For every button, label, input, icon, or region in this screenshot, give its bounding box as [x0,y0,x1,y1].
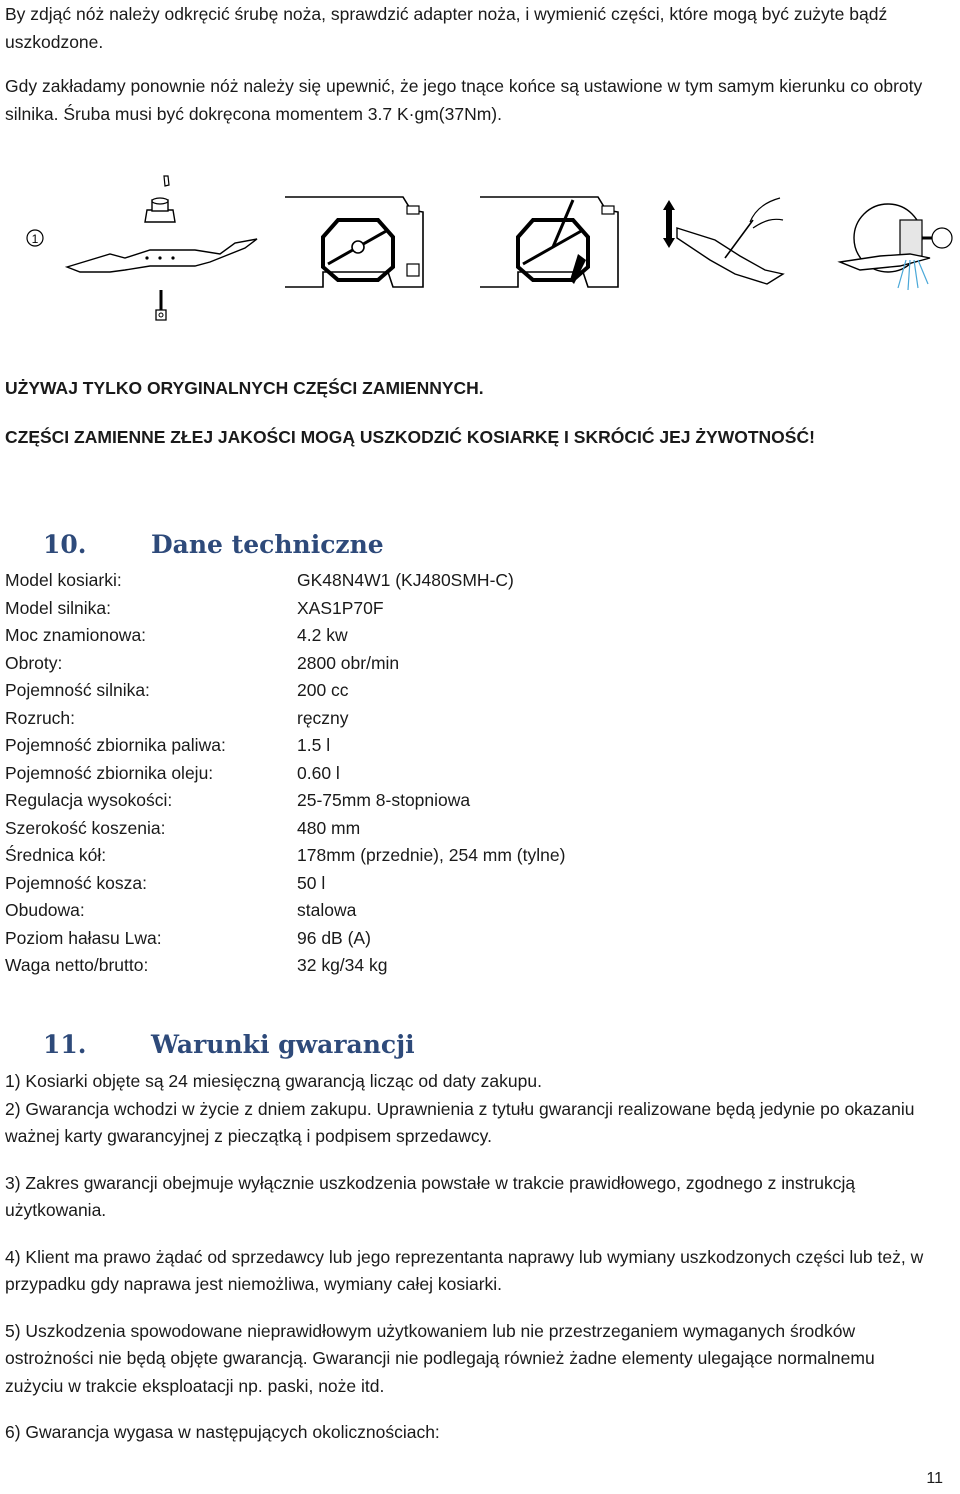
bolt-icon [156,290,166,320]
warranty-item: 3) Zakres gwarancji obejmuje wyłącznie uszkodzenia powstałe w trakcie prawidłowego, zgodnego z instrukcją użytkowania. [5,1172,856,1220]
spec-label: Pojemność kosza: [5,872,148,893]
section-10-heading [43,530,384,559]
spec-row [5,925,805,953]
warranty-item: 2) Gwarancja wchodzi w życie z dniem zakupu. Uprawnienia z tytułu gwarancji realizowane będą jedynie po okazaniu ważnej karty gwarancyjnej z pieczątką i podpisem sprzedawcy. [5,1098,915,1146]
spec-value: ręczny [297,707,349,728]
page-number: 11 [926,1470,943,1487]
section-10-number: 10. [43,530,87,559]
deck-wrench-figure [478,192,623,297]
spec-value: 32 kg/34 kg [297,955,388,975]
section-11-heading [43,1030,415,1059]
spec-value: GK48N4W1 (KJ480SMH-C) [297,570,514,590]
spec-row [5,952,805,980]
warranty-item: 1) Kosiarki objęte są 24 miesięczną gwarancją licząc od daty zakupu. [5,1071,542,1091]
spec-value: 50 l [297,872,326,893]
spec-value: 0.60 l [297,762,340,783]
spec-value: 480 mm [297,817,361,838]
spec-label: Pojemność zbiornika oleju: [5,762,214,783]
spec-label: Model kosiarki: [5,570,122,590]
spec-label: Średnica kół: [5,845,107,865]
spec-label: Regulacja wysokości: [5,790,173,810]
spec-label: Model silnika: [5,597,112,618]
spec-row [5,622,805,650]
spec-row [5,897,805,925]
spec-row [5,842,805,870]
blade-sharpen-figure [655,190,795,300]
blade-grinder-figure [820,190,955,300]
spec-row [5,705,805,733]
warning-bad-parts: CZĘŚCI ZAMIENNE ZŁEJ JAKOŚCI MOGĄ USZKODZIĆ KOSIARKĘ I SKRÓCIĆ JEJ ŻYWOTNOŚĆ! [5,427,815,447]
nut-icon [164,176,169,186]
spec-value: 96 dB (A) [297,927,371,948]
spec-label: Obroty: [5,652,63,673]
warranty-item: 6) Gwarancja wygasa w następujących okolicznościach: [5,1422,440,1442]
spec-row [5,595,805,623]
spec-label: Moc znamionowa: [5,625,147,645]
spec-label: Waga netto/brutto: [5,955,149,975]
blade-parts-figure [25,170,275,330]
spec-row [5,870,805,898]
callout-number: 1 [31,232,39,246]
spec-value: stalowa [297,900,357,920]
warranty-terms [5,1068,935,1466]
warranty-item: 5) Uszkodzenia spowodowane nieprawidłowym użytkowaniem lub nie przestrzeganiem wymaganych środków ostrożności nie będą objęte gwarancją. Gwarancji nie podlegają również żadne elementy ulegające normalnemu zużyciu w trakcie eksploatacji np. paski, noże itd. [5,1320,875,1396]
technical-specs-list [5,567,805,980]
intro-paragraph-2: Gdy zakładamy ponownie nóż należy się upewnić, że jego tnące końce są ustawione w tym samym kierunku co obroty silnika. Śruba musi być dokręcona momentem 3.7 K·gm(37Nm). [5,76,923,124]
spec-value: XAS1P70F [297,597,384,618]
section-10-title: Dane techniczne [151,530,384,559]
section-11-number: 11. [43,1030,87,1059]
spec-label: Obudowa: [5,900,85,920]
spec-value: 178mm (przednie), 254 mm (tylne) [297,845,566,865]
spec-label: Pojemność zbiornika paliwa: [5,735,226,755]
deck-blade-figure [283,192,428,297]
warning-original-parts: UŻYWAJ TYLKO ORYGINALNYCH CZĘŚCI ZAMIENNYCH. [5,378,484,398]
spec-row [5,567,805,595]
spec-value: 4.2 kw [297,625,348,645]
spec-value: 200 cc [297,680,349,700]
spec-value: 25-75mm 8-stopniowa [297,790,471,810]
spec-label: Szerokość koszenia: [5,817,166,838]
spec-row [5,732,805,760]
spec-value: 1.5 l [297,735,331,755]
spec-row [5,787,805,815]
spec-row [5,650,805,678]
spec-label: Pojemność silnika: [5,680,150,700]
spec-row [5,677,805,705]
section-11-title: Warunki gwarancji [151,1030,415,1059]
spec-label: Rozruch: [5,707,76,728]
spec-row [5,760,805,788]
blade-icon [67,239,257,272]
spec-row [5,815,805,843]
blade-adapter-icon [145,198,175,222]
warranty-item: 4) Klient ma prawo żądać od sprzedawcy lub jego reprezentanta naprawy lub wymiany uszkodzonych części lub też, w przypadku gdy naprawa jest niemożliwa, wymiany całej kosiarki. [5,1246,924,1294]
spec-value: 2800 obr/min [297,652,400,673]
intro-paragraph-1: By zdjąć nóż należy odkręcić śrubę noża, sprawdzić adapter noża, i wymienić części, które mogą być zużyte bądź uszkodzone. [5,4,888,52]
spec-label: Poziom hałasu Lwa: [5,927,162,948]
